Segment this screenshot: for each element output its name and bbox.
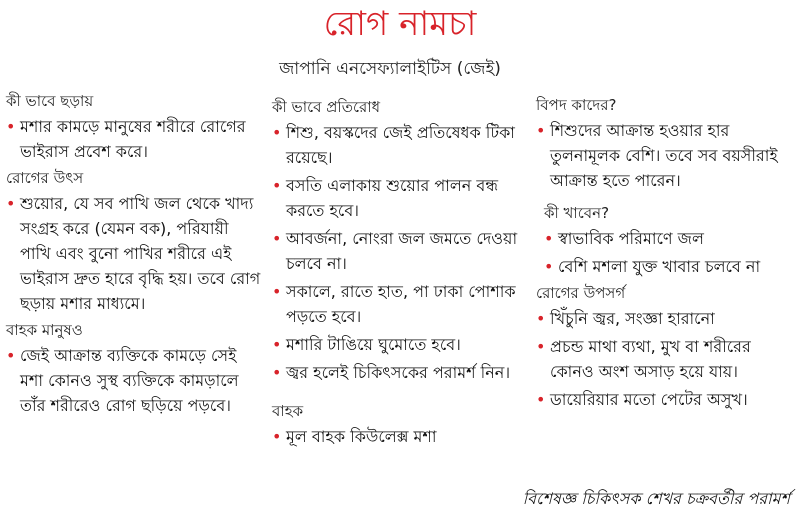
section-heading-source: রোগের উৎস	[6, 169, 84, 187]
list-item	[536, 306, 798, 331]
item-text: খিঁচুনি জ্বর, সংজ্ঞা হারানো	[550, 309, 715, 328]
item-text: মূল বাহক কিউলেক্স মশা	[286, 427, 437, 446]
item-text: শিশু, বয়স্কদের জেই প্রতিষেধক টিকা রয়েছে।	[286, 123, 515, 167]
page-subtitle: জাপানি এনসেফ্যালাইটিস (জেই)	[279, 59, 501, 79]
item-text: ডায়েরিয়ার মতো পেটের অসুখ।	[550, 390, 748, 409]
section-heading-spread: কী ভাবে ছড়ায়	[6, 92, 94, 110]
list-item	[272, 120, 534, 170]
item-text: জ্বর হলেই চিকিৎসকের পরামর্শ নিন।	[286, 363, 511, 382]
list-item	[272, 424, 534, 449]
item-text: মশার কামড়ে মানুষের শরীরে রোগের ভাইরাস প্রবেশ করে।	[20, 117, 246, 161]
item-text: জেই আক্রান্ত ব্যক্তিকে কামড়ে সেই মশা কোনও সুস্থ ব্যক্তিকে কামড়ালে তাঁর শরীরেও রোগ ছড়িয়ে পড়বে।	[20, 346, 239, 415]
bullet-icon: •	[544, 257, 554, 276]
bullet-icon: •	[6, 346, 16, 365]
bullet-icon: •	[536, 390, 546, 409]
item-text: মশারি টাঙিয়ে ঘুমোতে হবে।	[286, 335, 461, 354]
list-item	[272, 279, 534, 329]
section-heading-human-carrier: বাহক মানুষও	[6, 321, 83, 339]
list-item	[272, 173, 534, 223]
bullet-icon: •	[272, 363, 282, 382]
list-item	[536, 387, 798, 412]
list-item	[6, 191, 264, 316]
bullet-icon: •	[544, 229, 554, 248]
list-item	[272, 226, 534, 276]
bullet-icon: •	[536, 121, 546, 140]
section-heading-carrier: বাহক	[272, 402, 304, 420]
list-item	[536, 334, 798, 384]
item-text: স্বাভাবিক পরিমাণে জল	[558, 229, 704, 248]
list-item	[536, 118, 798, 193]
left-column	[6, 90, 264, 421]
section-heading-prevention: কী ভাবে প্রতিরোধ	[272, 98, 381, 116]
bullet-icon: •	[272, 335, 282, 354]
item-text: শুয়োর, যে সব পাখি জল থেকে খাদ্য সংগ্রহ করে (যেমন বক), পরিযায়ী পাখি এবং বুনো পাখির শরীরে এই ভাইরাস দ্রুত হারে বৃদ্ধি হয়। তবে রোগ ছড়ায় মশার মাধ্যমে।	[20, 194, 261, 313]
item-text: প্রচন্ড মাথা ব্যথা, মুখ বা শরীরের কোনও অংশ অসাড় হয়ে যায়।	[550, 337, 751, 381]
list-item	[544, 254, 798, 279]
list-item	[6, 343, 264, 418]
page-title: রোগ নামচা	[323, 4, 477, 44]
section-heading-risk: বিপদ কাদের?	[536, 96, 617, 114]
bullet-icon: •	[6, 194, 16, 213]
bullet-icon: •	[272, 282, 282, 301]
bullet-icon: •	[272, 229, 282, 248]
bullet-icon: •	[6, 117, 16, 136]
item-text: শিশুদের আক্রান্ত হওয়ার হার তুলনামূলক বেশি। তবে সব বয়সীরাই আক্রান্ত হতে পারেন।	[550, 121, 778, 190]
bullet-icon: •	[272, 123, 282, 142]
middle-column	[272, 96, 534, 452]
item-text: আবর্জনা, নোংরা জল জমতে দেওয়া চলবে না।	[286, 229, 518, 273]
bullet-icon: •	[272, 427, 282, 446]
right-column	[536, 94, 798, 415]
bullet-icon: •	[272, 176, 282, 195]
list-item	[272, 332, 534, 357]
list-item	[6, 114, 264, 164]
expert-credit: বিশেষজ্ঞ চিকিৎসক শেখর চক্রবর্তীর পরামর্শ	[522, 489, 790, 508]
bullet-icon: •	[536, 309, 546, 328]
list-item	[544, 226, 798, 251]
item-text: বেশি মশলা যুক্ত খাবার চলবে না	[558, 257, 761, 276]
section-heading-symptoms: রোগের উপসর্গ	[536, 284, 626, 302]
item-text: সকালে, রাতে হাত, পা ঢাকা পোশাক পড়তে হবে।	[286, 282, 516, 326]
item-text: বসতি এলাকায় শুয়োর পালন বন্ধ করতে হবে।	[286, 176, 499, 220]
list-item	[272, 360, 534, 385]
section-heading-diet: কী খাবেন?	[544, 204, 610, 222]
bullet-icon: •	[536, 337, 546, 356]
